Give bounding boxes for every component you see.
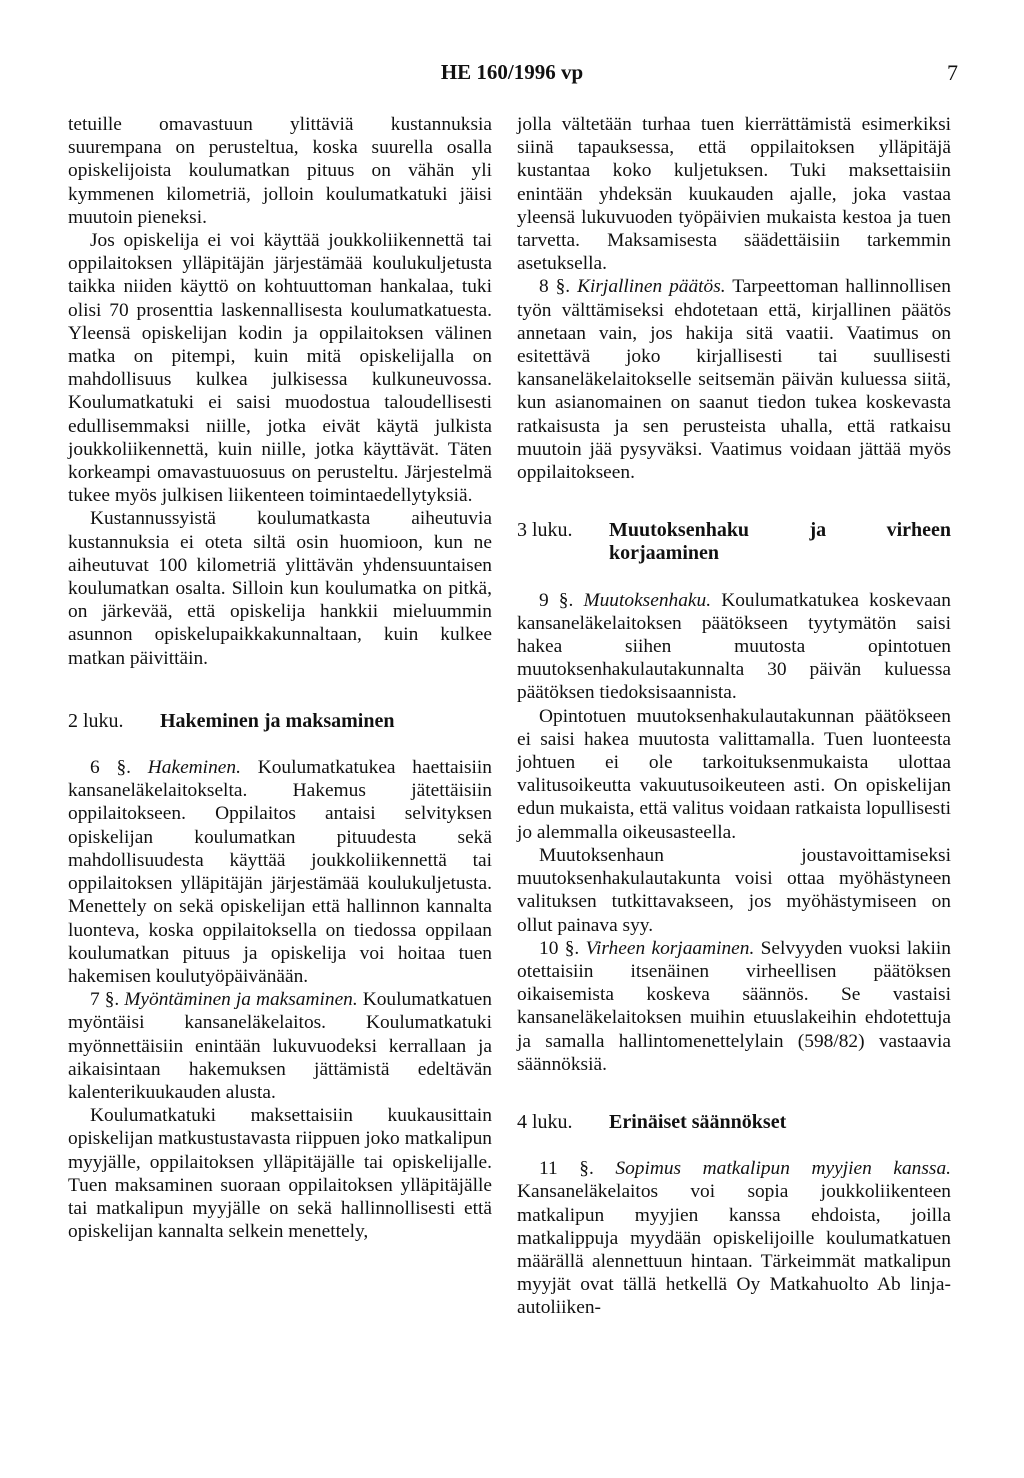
section-text: Koulumatkatukea koskevaan kansaneläkelaitoksen päätökseen tyytymätön saisi hakea siihen muutosta opintotuen muutoksenhakulautakunnalta 30 päivän kuluessa päätöksen tiedoksisaannista. — [517, 589, 951, 704]
left-column — [68, 113, 492, 1243]
paragraph: Kustannussyistä koulumatkasta aiheutuvia kustannuksia ei oteta siltä osin huomioon, kun ne aiheutuvat 100 kilometriä ylittävän yhdensuuntaisen koulumatkan osalta. Silloin kun koulumatka on pitkä, on järkevää, että opiskelija hankkii mieluummin asunnon opiskelupaikkakunnaltaan, kuin kulkee matkan päivittäin. — [68, 508, 492, 669]
section-label: 7 §. — [90, 989, 120, 1011]
section-text: Tarpeettoman hallinnollisen työn välttämiseksi ehdotetaan että, kirjallinen päätös annetaan vain, jos hakija sitä vaatii. Vaatimus on esitettävä joko kirjallisesti tai suullisesti kansaneläkelaitokselle seitsemän päivän kuluessa siitä, kun asianomainen on saanut tiedon tukea koskevasta ratkaisusta ja sen perusteista uhalla, että ratkaisu muutoin jää pysyväksi. Vaatimus voidaan jättää myös oppilaitokseen. — [517, 276, 951, 484]
section-label: 10 §. — [539, 937, 580, 959]
page-number: 7 — [947, 60, 958, 85]
paragraph: tetuille omavastuun ylittäviä kustannuksia suurempana on perusteltua, koska suurella osalla opiskelijoista koulumatkan pituus on vähän yli kymmenen kilometriä, jolloin koulumatkatuki jäisi muutoin pieneksi. — [68, 114, 492, 228]
chapter-title: Muutoksenhaku ja virheen korjaaminen — [609, 519, 951, 565]
section-title: Hakeminen. — [147, 757, 241, 779]
paragraph: jolla vältetään turhaa tuen kierrättämistä esimerkiksi siinä tapauksessa, että oppilaitoksen ylläpitäjä kustantaa koko kuljetuksen. Tuki maksettaisiin enintään yhdeksän kuukauden ajalle, joka vastaa yleensä lukuvuoden työpäivien mukaista kestoa ja tuen tarvetta. Maksamisesta säädettäisiin tarkemmin asetuksella. — [517, 114, 951, 275]
section-text: Koulumatkatukea haettaisiin kansaneläkelaitokselta. Hakemus jätettäisiin oppilaitokseen. Oppilaitos antaisi selvityksen opiskelijan koulumatkan pituudesta sekä mahdollisuudesta käyttää joukkoliikennettä tai oppilaitoksen ylläpitäjän järjestämää koulukuljetusta. Menettely on sekä opiskelijan että hallinnon kannalta luonteva, koska oppilaitoksella on tiedossa oppilaan koulumatkan pituus ja opiskelija voi hoitaa tuen hakemisen koulutyöpäivänään. — [68, 757, 492, 987]
section-label: 9 §. — [539, 589, 574, 611]
paragraph: Opintotuen muutoksenhakulautakunnan päätökseen ei saisi hakea muutosta valittamalla. Tuen luonteesta johtuen ei ole tarkoituksenmukaista ulottaa valitusoikeutta vakuutusoikeuteen asti. On opiskelijan edun mukaista, että valitus voidaan ratkaista lopullisesti jo alemmalla oikeusasteella. — [517, 705, 951, 843]
section-title: Virheen korjaaminen. — [585, 937, 755, 959]
section-title: Kirjallinen päätös. — [577, 276, 726, 298]
section-title: Myöntäminen ja maksaminen. — [124, 989, 358, 1011]
section-8 — [517, 275, 951, 484]
section-text: Kansaneläkelaitos voi sopia joukkoliikenteen matkalipun myyjien kanssa ehdoista, joilla matkalippuja myydään opiskelijoille koulumatkatuen määrällä alennettuun hintaan. Tärkeimmät matkalipun myyjät ovat tällä hetkellä Oy Matkahuolto Ab linja-autoliiken- — [517, 1181, 951, 1319]
section-label: 11 §. — [539, 1158, 594, 1180]
chapter-title: Hakeminen ja maksaminen — [160, 709, 395, 732]
paragraph: Muutoksenhaun joustavoittamiseksi muutoksenhakulautakunta voisi ottaa myöhästyneen valituksen tutkittavakseen, jos myöhästymiseen on ollut painava syy. — [517, 844, 951, 936]
section-9 — [517, 589, 951, 705]
chapter-number: 3 luku. — [517, 519, 573, 542]
chapter-heading-4 — [517, 1111, 951, 1134]
chapter-heading-2 — [68, 710, 492, 733]
section-text: Selvyyden vuoksi lakiin otettaisiin itsenäinen virheellisen päätöksen oikaisemista koskeva säännös. Se vastaisi kansaneläkelaitoksen muihin etuuslakeihin ehdotettuja ja samalla hallintomenettelylain (598/82) vastaavia säännöksiä. — [517, 937, 951, 1075]
paragraph: Koulumatkatuki maksettaisiin kuukausittain opiskelijan matkustustavasta riippuen joko matkalipun myyjälle, oppilaitoksen ylläpitäjälle tai opiskelijalle. Tuen maksaminen suoraan oppilaitoksen ylläpitäjälle tai matkalipun myyjälle on sekä hallinnollisesti että opiskelijan kannalta selkein menettely, — [68, 1105, 492, 1243]
section-label: 6 §. — [90, 757, 131, 779]
section-11 — [517, 1157, 951, 1319]
section-6 — [68, 756, 492, 988]
section-title: Sopimus matkalipun myyjien kanssa. — [615, 1158, 951, 1180]
right-column — [517, 113, 951, 1320]
page-header-title: HE 160/1996 vp — [440, 60, 584, 84]
section-label: 8 §. — [539, 276, 571, 298]
chapter-number: 4 luku. — [517, 1110, 573, 1133]
section-title: Muutoksenhaku. — [583, 589, 712, 611]
section-7 — [68, 988, 492, 1104]
section-text: Koulumatkatuen myöntäisi kansaneläkelaitos. Koulumatkatuki myönnettäisiin enintään lukuvuodeksi kerrallaan ja aikaisintaan hakemuksen jättämistä edeltävän kalenterikuukauden alusta. — [68, 989, 492, 1103]
paragraph: Jos opiskelija ei voi käyttää joukkoliikennettä tai oppilaitoksen ylläpitäjän järjestämää koulukuljetusta taikka niiden käyttö on kohtuuttoman hankalaa, tuki olisi 70 prosenttia laskennallisesta koulumatkatuesta. Yleensä opiskelijan kodin ja oppilaitoksen välinen matka on pitempi, kuin mitä opiskelijalla on mahdollisuus kulkea julkisessa kulkuneuvossa. Koulumatkatuki ei saisi muodostua taloudellisesti edullisemmaksi niille, jotka eivät käytä julkista joukkoliikennettä, kuin niille, jotka käyttävät. Täten korkeampi omavastuuosuus on perusteltu. Järjestelmä tukee myös julkisen liikenteen toimintaedellytyksiä. — [68, 230, 492, 507]
chapter-number: 2 luku. — [68, 709, 124, 732]
section-10 — [517, 937, 951, 1076]
chapter-heading-3 — [517, 519, 951, 565]
chapter-title: Erinäiset säännökset — [609, 1110, 787, 1133]
